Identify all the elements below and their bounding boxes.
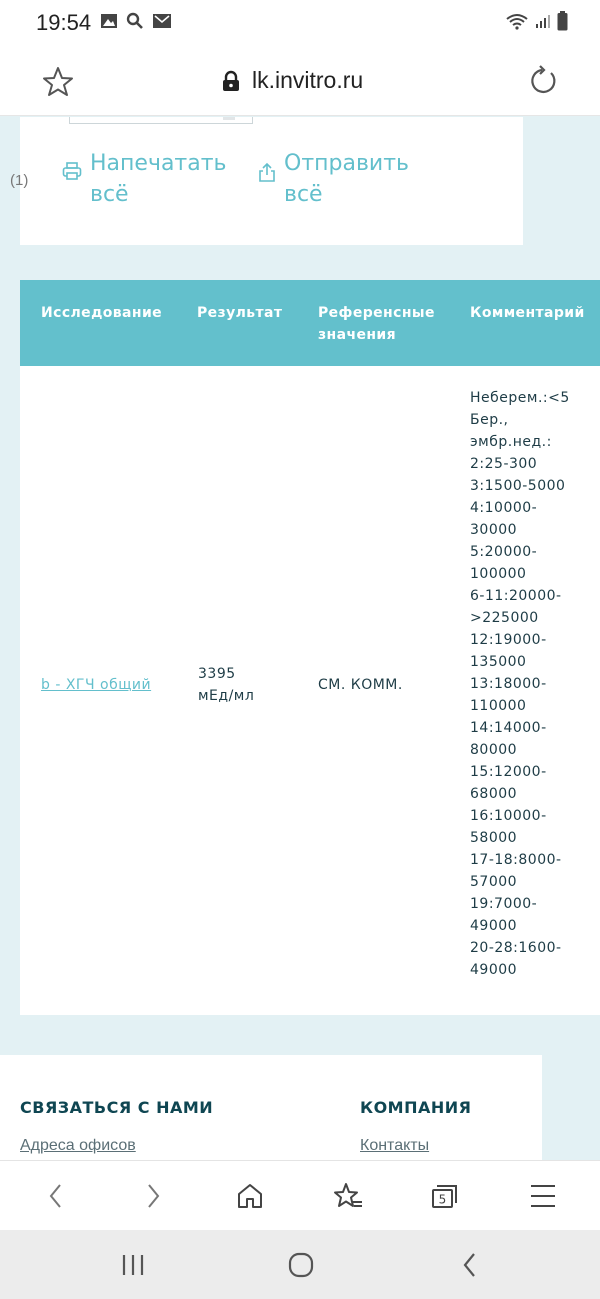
- comment-line: 20-28:1600-: [470, 940, 562, 956]
- header-comment: Комментарий: [470, 305, 585, 321]
- comment-line: 12:19000-: [470, 632, 547, 648]
- offices-link[interactable]: Адреса офисов: [20, 1137, 136, 1154]
- status-bar: [0, 0, 600, 46]
- comment-line: 5:20000-: [470, 544, 538, 560]
- comment-line: 13:18000-: [470, 676, 547, 692]
- comment-line: 14:14000-: [470, 720, 547, 736]
- reload-button[interactable]: [524, 63, 560, 99]
- comment-line: 6-11:20000-: [470, 588, 562, 604]
- tabs-button[interactable]: [427, 1178, 463, 1214]
- comment-line: 57000: [470, 874, 518, 890]
- printer-icon: [62, 161, 82, 181]
- comment-line: 4:10000-: [470, 500, 538, 516]
- header-reference: Референсные значения: [318, 305, 435, 343]
- search-icon: [126, 12, 144, 30]
- notification-icons: [100, 12, 172, 30]
- wifi-icon: [505, 12, 529, 30]
- home-nav-button[interactable]: [283, 1250, 319, 1280]
- comment-cell: [470, 387, 570, 981]
- table-row: [20, 366, 600, 1015]
- comment-line: 58000: [470, 830, 518, 846]
- home-button[interactable]: [232, 1178, 268, 1214]
- table-header: [20, 280, 600, 366]
- status-time: 19:54: [36, 10, 92, 35]
- browser-toolbar: [0, 1160, 600, 1230]
- share-icon: [258, 161, 276, 183]
- comment-line: 30000: [470, 522, 518, 538]
- chevron-right-icon: [143, 1182, 163, 1210]
- tabs-icon: [430, 1182, 460, 1210]
- bookmarks-star-icon: [332, 1181, 364, 1211]
- site-footer: [0, 1055, 542, 1160]
- comment-line: 100000: [470, 566, 527, 582]
- address-bar: [0, 46, 600, 116]
- comment-line: 49000: [470, 918, 518, 934]
- send-all-label: Отправить всё: [284, 151, 410, 207]
- menu-button[interactable]: [525, 1178, 561, 1214]
- recent-apps-icon: [120, 1253, 146, 1277]
- comment-line: Неберем.:<5: [470, 390, 570, 406]
- system-status-icons: [505, 11, 568, 31]
- header-study: Исследование: [41, 305, 163, 321]
- lock-icon: [222, 70, 240, 92]
- study-link[interactable]: b - ХГЧ общий: [41, 677, 152, 693]
- system-navigation-bar: [0, 1230, 600, 1299]
- chevron-left-icon: [46, 1182, 66, 1210]
- print-all-button[interactable]: [62, 148, 230, 210]
- selection-count: (1): [10, 172, 29, 189]
- comment-line: эмбр.нед.:: [470, 434, 552, 450]
- page-content: [0, 117, 600, 1160]
- send-all-button[interactable]: [258, 148, 424, 210]
- comment-line: 68000: [470, 786, 518, 802]
- comment-line: 135000: [470, 654, 527, 670]
- comment-line: 15:12000-: [470, 764, 547, 780]
- comment-line: 16:10000-: [470, 808, 547, 824]
- forward-button[interactable]: [135, 1178, 171, 1214]
- recent-apps-button[interactable]: [115, 1250, 151, 1280]
- company-heading: КОМПАНИЯ: [360, 1098, 472, 1117]
- comment-line: 19:7000-: [470, 896, 538, 912]
- results-table: [20, 280, 600, 1015]
- contacts-link[interactable]: Контакты: [360, 1137, 430, 1154]
- back-button[interactable]: [38, 1178, 74, 1214]
- home-circle-icon: [288, 1252, 314, 1278]
- result-value: 3395 мЕд/мл: [198, 666, 255, 704]
- gallery-icon: [100, 13, 118, 29]
- home-icon: [235, 1181, 265, 1211]
- header-result: Результат: [197, 305, 283, 321]
- comment-line: 2:25-300: [470, 456, 538, 472]
- back-chevron-icon: [461, 1252, 479, 1278]
- comment-line: 17-18:8000-: [470, 852, 562, 868]
- print-all-label: Напечатать всё: [90, 151, 227, 207]
- comment-line: Бер.,: [470, 412, 509, 428]
- comment-line: 49000: [470, 962, 518, 978]
- select-arrow: [223, 117, 235, 120]
- url-text: lk.invitro.ru: [252, 67, 364, 93]
- reference-value: СМ. КОММ.: [318, 677, 403, 693]
- signal-icon: [535, 13, 551, 29]
- bookmarks-button[interactable]: [330, 1178, 366, 1214]
- comment-line: >225000: [470, 610, 539, 626]
- comment-line: 110000: [470, 698, 527, 714]
- contact-heading: СВЯЗАТЬСЯ С НАМИ: [20, 1098, 214, 1117]
- reload-icon: [524, 63, 560, 99]
- bookmark-star-button[interactable]: [40, 64, 76, 100]
- mail-icon: [152, 13, 172, 29]
- tab-count: 5: [438, 1192, 447, 1207]
- comment-line: 3:1500-5000: [470, 478, 566, 494]
- url-field[interactable]: [222, 67, 363, 94]
- star-icon: [40, 64, 76, 100]
- hamburger-menu-icon: [529, 1183, 557, 1209]
- comment-line: 80000: [470, 742, 518, 758]
- battery-icon: [557, 11, 568, 31]
- back-nav-button[interactable]: [452, 1250, 488, 1280]
- actions-card: [20, 117, 523, 245]
